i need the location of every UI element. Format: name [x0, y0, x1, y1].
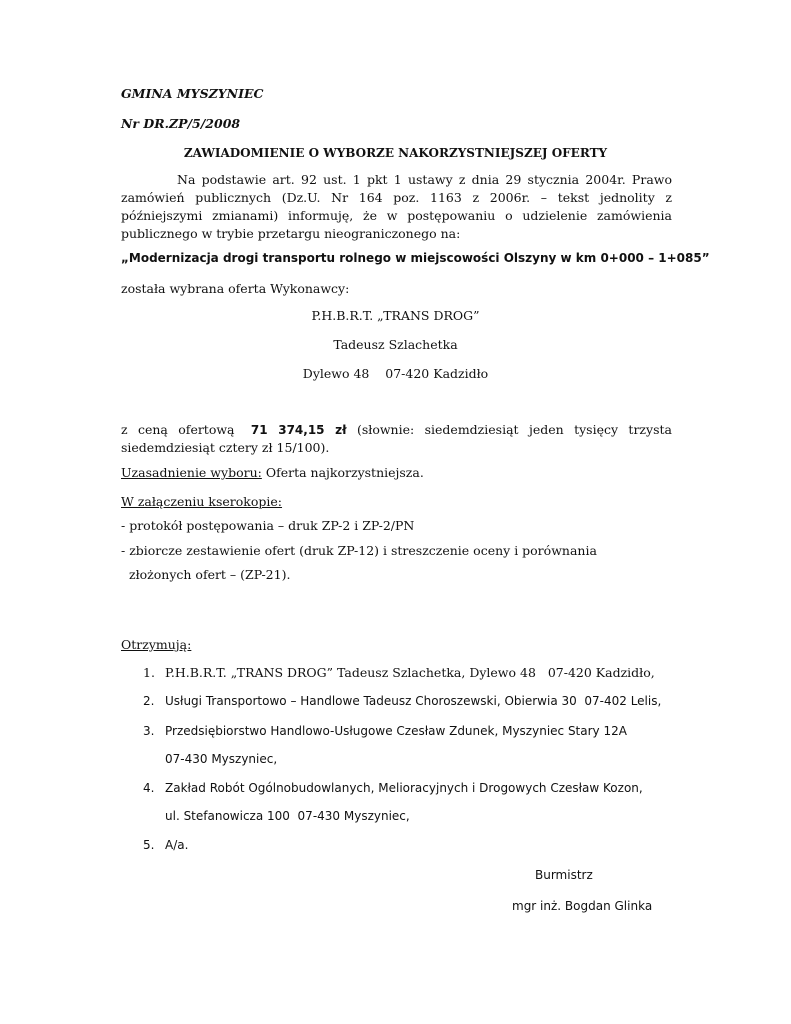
price-prefix: z ceną ofertową — [121, 422, 235, 437]
price-paragraph — [121, 421, 672, 457]
contractor-person: Tadeusz Szlachetka — [333, 337, 458, 352]
recipient-text: P.H.B.R.T. „TRANS DROG” Tadeusz Szlachetka, Dylewo 48 07-420 Kadzidło, — [165, 665, 655, 680]
justification-label: Uzasadnienie wyboru: — [121, 465, 262, 480]
recipient-text: Zakład Robót Ogólnobudowlanych, Melioracyjnych i Drogowych Czesław Kozon, — [165, 781, 643, 795]
attachment-item-2-cont: złożonych ofert – (ZP-21). — [129, 567, 291, 582]
recipient-text: Usługi Transportowo – Handlowe Tadeusz Choroszewski, Obierwia 30 07-402 Lelis, — [165, 694, 662, 708]
attachment-item-1: - protokół postępowania – druk ZP-2 i ZP-2/PN — [121, 518, 415, 533]
signature-role: Burmistrz — [535, 868, 593, 882]
attachments-label: W załączeniu kserokopie: — [121, 494, 283, 509]
recipient-number: 4. — [143, 781, 155, 795]
recipient-item — [143, 838, 188, 852]
recipient-text: Przedsiębiorstwo Handlowo-Usługowe Czesław Zdunek, Myszyniec Stary 12A — [165, 724, 627, 738]
contractor-address: Dylewo 48 07-420 Kadzidło — [302, 366, 489, 381]
contract-subject: „Modernizacja drogi transportu rolnego w miejscowości Olszyny w km 0+000 – 1+085” — [121, 251, 710, 265]
recipient-item — [143, 781, 643, 795]
contractor-name: P.H.B.R.T. „TRANS DROG” — [311, 308, 480, 323]
recipient-number: 5. — [143, 838, 155, 852]
gmina-name: GMINA MYSZYNIEC — [121, 86, 264, 101]
recipients-label: Otrzymują: — [121, 637, 192, 652]
recipient-number: 3. — [143, 724, 155, 738]
signature-name: mgr inż. Bogdan Glinka — [512, 899, 653, 913]
price-amount: 71 374,15 zł — [250, 423, 347, 437]
recipient-number: 1. — [143, 665, 155, 680]
document-number: Nr DR.ZP/5/2008 — [121, 116, 241, 131]
document-title: ZAWIADOMIENIE O WYBORZE NAKORZYSTNIEJSZEJ OFERTY — [183, 146, 608, 160]
recipient-text-cont: ul. Stefanowicza 100 07-430 Myszyniec, — [165, 809, 410, 823]
justification-text: Oferta najkorzystniejsza. — [265, 465, 424, 480]
justification-line — [121, 465, 424, 480]
recipient-item — [143, 694, 661, 708]
chosen-offer-text: została wybrana oferta Wykonawcy: — [121, 281, 350, 296]
recipient-item — [143, 724, 627, 738]
intro-paragraph: Na podstawie art. 92 ust. 1 pkt 1 ustawy z dnia 29 stycznia 2004r. Prawo zamówień publicznych (Dz.U. Nr 164 poz. 1163 z 2006r. – tekst jednolity z późniejszymi zmianami) informuję, że w postępowaniu o udzielenie zamówienia publicznego w trybie przetargu nieograniczonego na: — [121, 172, 672, 241]
recipient-text: A/a. — [165, 838, 189, 852]
recipient-number: 2. — [143, 694, 155, 708]
recipient-text-cont: 07-430 Myszyniec, — [165, 752, 278, 766]
price-words: (słownie: siedemdziesiąt jeden tysięcy trzysta siedemdziesiąt cztery zł 15/100). — [121, 422, 672, 455]
recipient-item — [143, 665, 655, 680]
attachment-item-2: - zbiorcze zestawienie ofert (druk ZP-12) i streszczenie oceny i porównania — [121, 543, 597, 558]
